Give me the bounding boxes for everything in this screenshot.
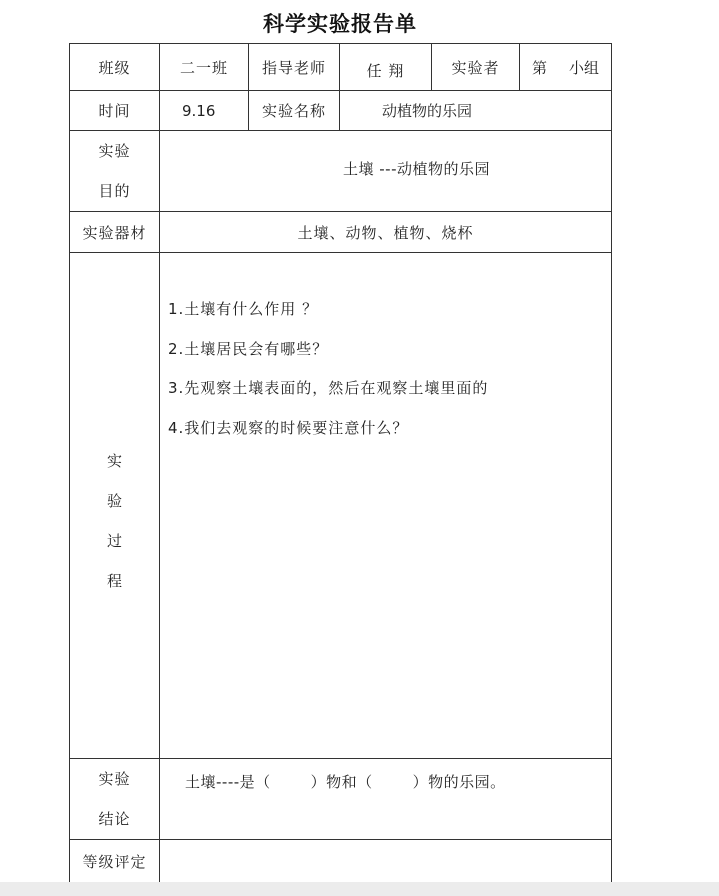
conclusion-label — [70, 759, 160, 840]
process-label — [70, 253, 160, 759]
conclusion-label-line2: 结论 — [98, 810, 131, 828]
class-value: 二一班 — [160, 44, 249, 91]
row-time-name — [70, 91, 612, 131]
page-bottom-edge — [0, 882, 719, 896]
process-label-char: 过 — [106, 531, 122, 550]
grade-value — [160, 840, 612, 883]
process-label-char: 程 — [106, 571, 122, 590]
purpose-value — [160, 131, 612, 212]
process-label-char: 实 — [106, 451, 122, 470]
time-value: 9.16 — [160, 91, 249, 131]
process-item: 2.土壤居民会有哪些？ — [168, 339, 329, 358]
report-title: 科学实验报告单 — [263, 12, 417, 36]
time-label: 时间 — [70, 91, 160, 131]
teacher-value: 任 翔 — [340, 44, 432, 91]
group-suffix: 小组 — [569, 58, 600, 77]
process-item: 3.先观察土壤表面的，然后在观察土壤里面的 — [168, 379, 489, 397]
row-purpose — [70, 131, 612, 212]
purpose-label-line2: 目的 — [98, 182, 131, 200]
process-item: 1.土壤有什么作用 ？ — [168, 300, 319, 318]
experimenter-label: 实验者 — [432, 44, 520, 91]
row-class-info — [70, 44, 612, 91]
row-process — [70, 253, 612, 759]
purpose-label-line1: 实验 — [98, 142, 131, 160]
equipment-label: 实验器材 — [70, 212, 160, 253]
experiment-name-value: 动植物的乐园 — [340, 91, 612, 131]
equipment-value: 土壤、动物、植物、烧杯 — [160, 212, 612, 253]
group-prefix: 第 — [531, 58, 547, 77]
process-item: 4.我们去观察的时候要注意什么？ — [168, 418, 409, 437]
row-grade — [70, 840, 612, 883]
process-label-char: 验 — [106, 491, 122, 510]
conclusion-label-line1: 实验 — [98, 770, 131, 788]
process-list — [160, 253, 611, 456]
conclusion-value — [160, 759, 612, 840]
process-value — [160, 253, 612, 759]
conclusion-part1: 土壤----是（ — [185, 773, 271, 791]
conclusion-part3: ）物的乐园。 — [412, 773, 506, 791]
teacher-label: 指导老师 — [249, 44, 340, 91]
report-table — [69, 43, 612, 883]
row-equipment — [70, 212, 612, 253]
group-field — [520, 44, 612, 91]
conclusion-text — [160, 759, 611, 792]
grade-label: 等级评定 — [70, 840, 160, 883]
purpose-text: 土壤 ---动植物的乐园 — [343, 160, 491, 178]
conclusion-part2: ）物和（ — [310, 773, 373, 791]
class-label: 班级 — [70, 44, 160, 91]
row-conclusion — [70, 759, 612, 840]
purpose-label — [70, 131, 160, 212]
experiment-name-label: 实验名称 — [249, 91, 340, 131]
